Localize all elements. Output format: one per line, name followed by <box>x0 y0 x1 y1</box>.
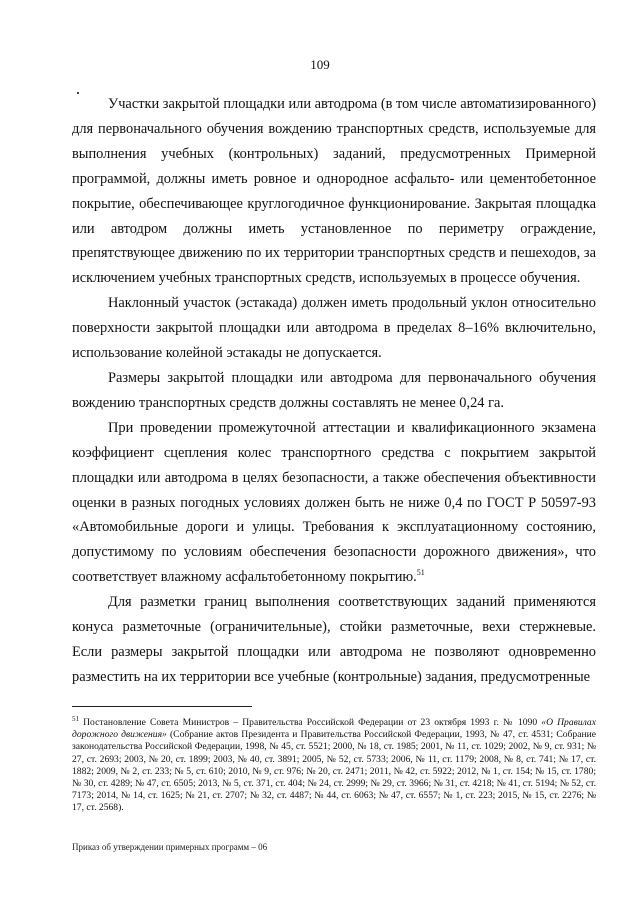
footnote-reference[interactable]: 51 <box>416 568 425 578</box>
footnote-number: 51 <box>72 714 79 723</box>
footnote-separator <box>72 706 252 707</box>
paragraph-friction-text: При проведении промежуточной аттестации и квалификационного экзамена коэффициент сцепления колес транспортного средства с покрытием закрытой площадки или автодрома в целях безопасности, а также обеспечения объективности оценки в разных погодных условиях должен быть не ниже 0,4 по ГОСТ Р 50597-93 «Автомобильные дороги и улицы. Требования к эксплуатационному состоянию, допустимому по условиям обеспечения безопасности дорожного движения», что соответствует влажному асфальтобетонному покрытию. <box>72 419 596 586</box>
paragraph-area-size: Размеры закрытой площадки или автодрома для первоначального обучения вождению транспортных средств должны составлять не менее 0,24 га. <box>72 369 596 411</box>
footnote-title: «О Правилах дорожного движения» <box>72 717 596 741</box>
footnote-lead: Постановление Совета Министров – Правительства Российской Федерации от 23 октября 1993 г. № 1090 <box>83 717 538 728</box>
footnote <box>72 714 596 815</box>
body-text <box>72 92 596 690</box>
paragraph-marking-cones: Для разметки границ выполнения соответствующих заданий применяются конуса разметочные (ограничительные), стойки разметочные, вехи стержневые. Если размеры закрытой площадки или автодрома не позволяют одновременно разместить на их территории все учебные (контрольные) задания, предусмотренные <box>72 594 596 685</box>
paragraph-closed-area-requirements: Участки закрытой площадки или автодрома (в том числе автоматизированного) для первоначального обучения вождению транспортных средств, используемые для выполнения учебных (контрольных) заданий, предусмотренных Примерной программой, должны иметь ровное и однородное асфальто- или цементобетонное покрытие, обеспечивающее круглогодичное функционирование. Закрытая площадка или автодром должны иметь установленное по периметру ограждение, препятствующее движению по их территории транспортных средств и пешеходов, за исключением учебных транспортных средств, используемых в процессе обучения. <box>72 96 596 287</box>
paragraph-friction-coefficient <box>72 416 596 590</box>
paragraph-ramp-slope: Наклонный участок (эстакада) должен иметь продольный уклон относительно поверхности закрытой площадки или автодрома в пределах 8–16% включительно, использование колейной эстакады не допускается. <box>72 295 596 362</box>
footnote-citations: (Собрание актов Президента и Правительства Российской Федерации, 1993, № 47, ст. 4531; Собрание законодательства Российской Федерации, 1998, № 45, ст. 5521; 2000, № 18, ст. 1985; 2001, № 11, ст. 1029; 2002, № 9, ст. 931; № 27, ст. 2693; 2003, № 20, ст. 1899; 2003, № 40, ст. 3891; 2005, № 52, ст. 5733; 2006, № 11, ст. 1179; 2008, № 8, ст. 741; № 17, ст. 1882; 2009, № 2, ст. 233; № 5, ст. 610; 2010, № 9, ст. 976; № 20, ст. 2471; 2011, № 42, ст. 5922; 2012, № 1, ст. 154; № 15, ст. 1780; № 30, ст. 4289; № 47, ст. 6505; 2013, № 5, ст. 371, ст. 404; № 24, ст. 2999; № 29, ст. 3966; № 31, ст. 4218; № 41, ст. 5194; № 52, ст. 7173; 2014, № 14, ст. 1625; № 21, ст. 2707; № 32, ст. 4487; № 44, ст. 6063; № 47, ст. 6557; № 1, ст. 223; 2015, № 15, ст. 2276; № 17, ст. 2568). <box>72 729 596 814</box>
page-footer: Приказ об утверждении примерных программ – 06 <box>72 842 268 852</box>
page-number: 109 <box>310 57 330 72</box>
